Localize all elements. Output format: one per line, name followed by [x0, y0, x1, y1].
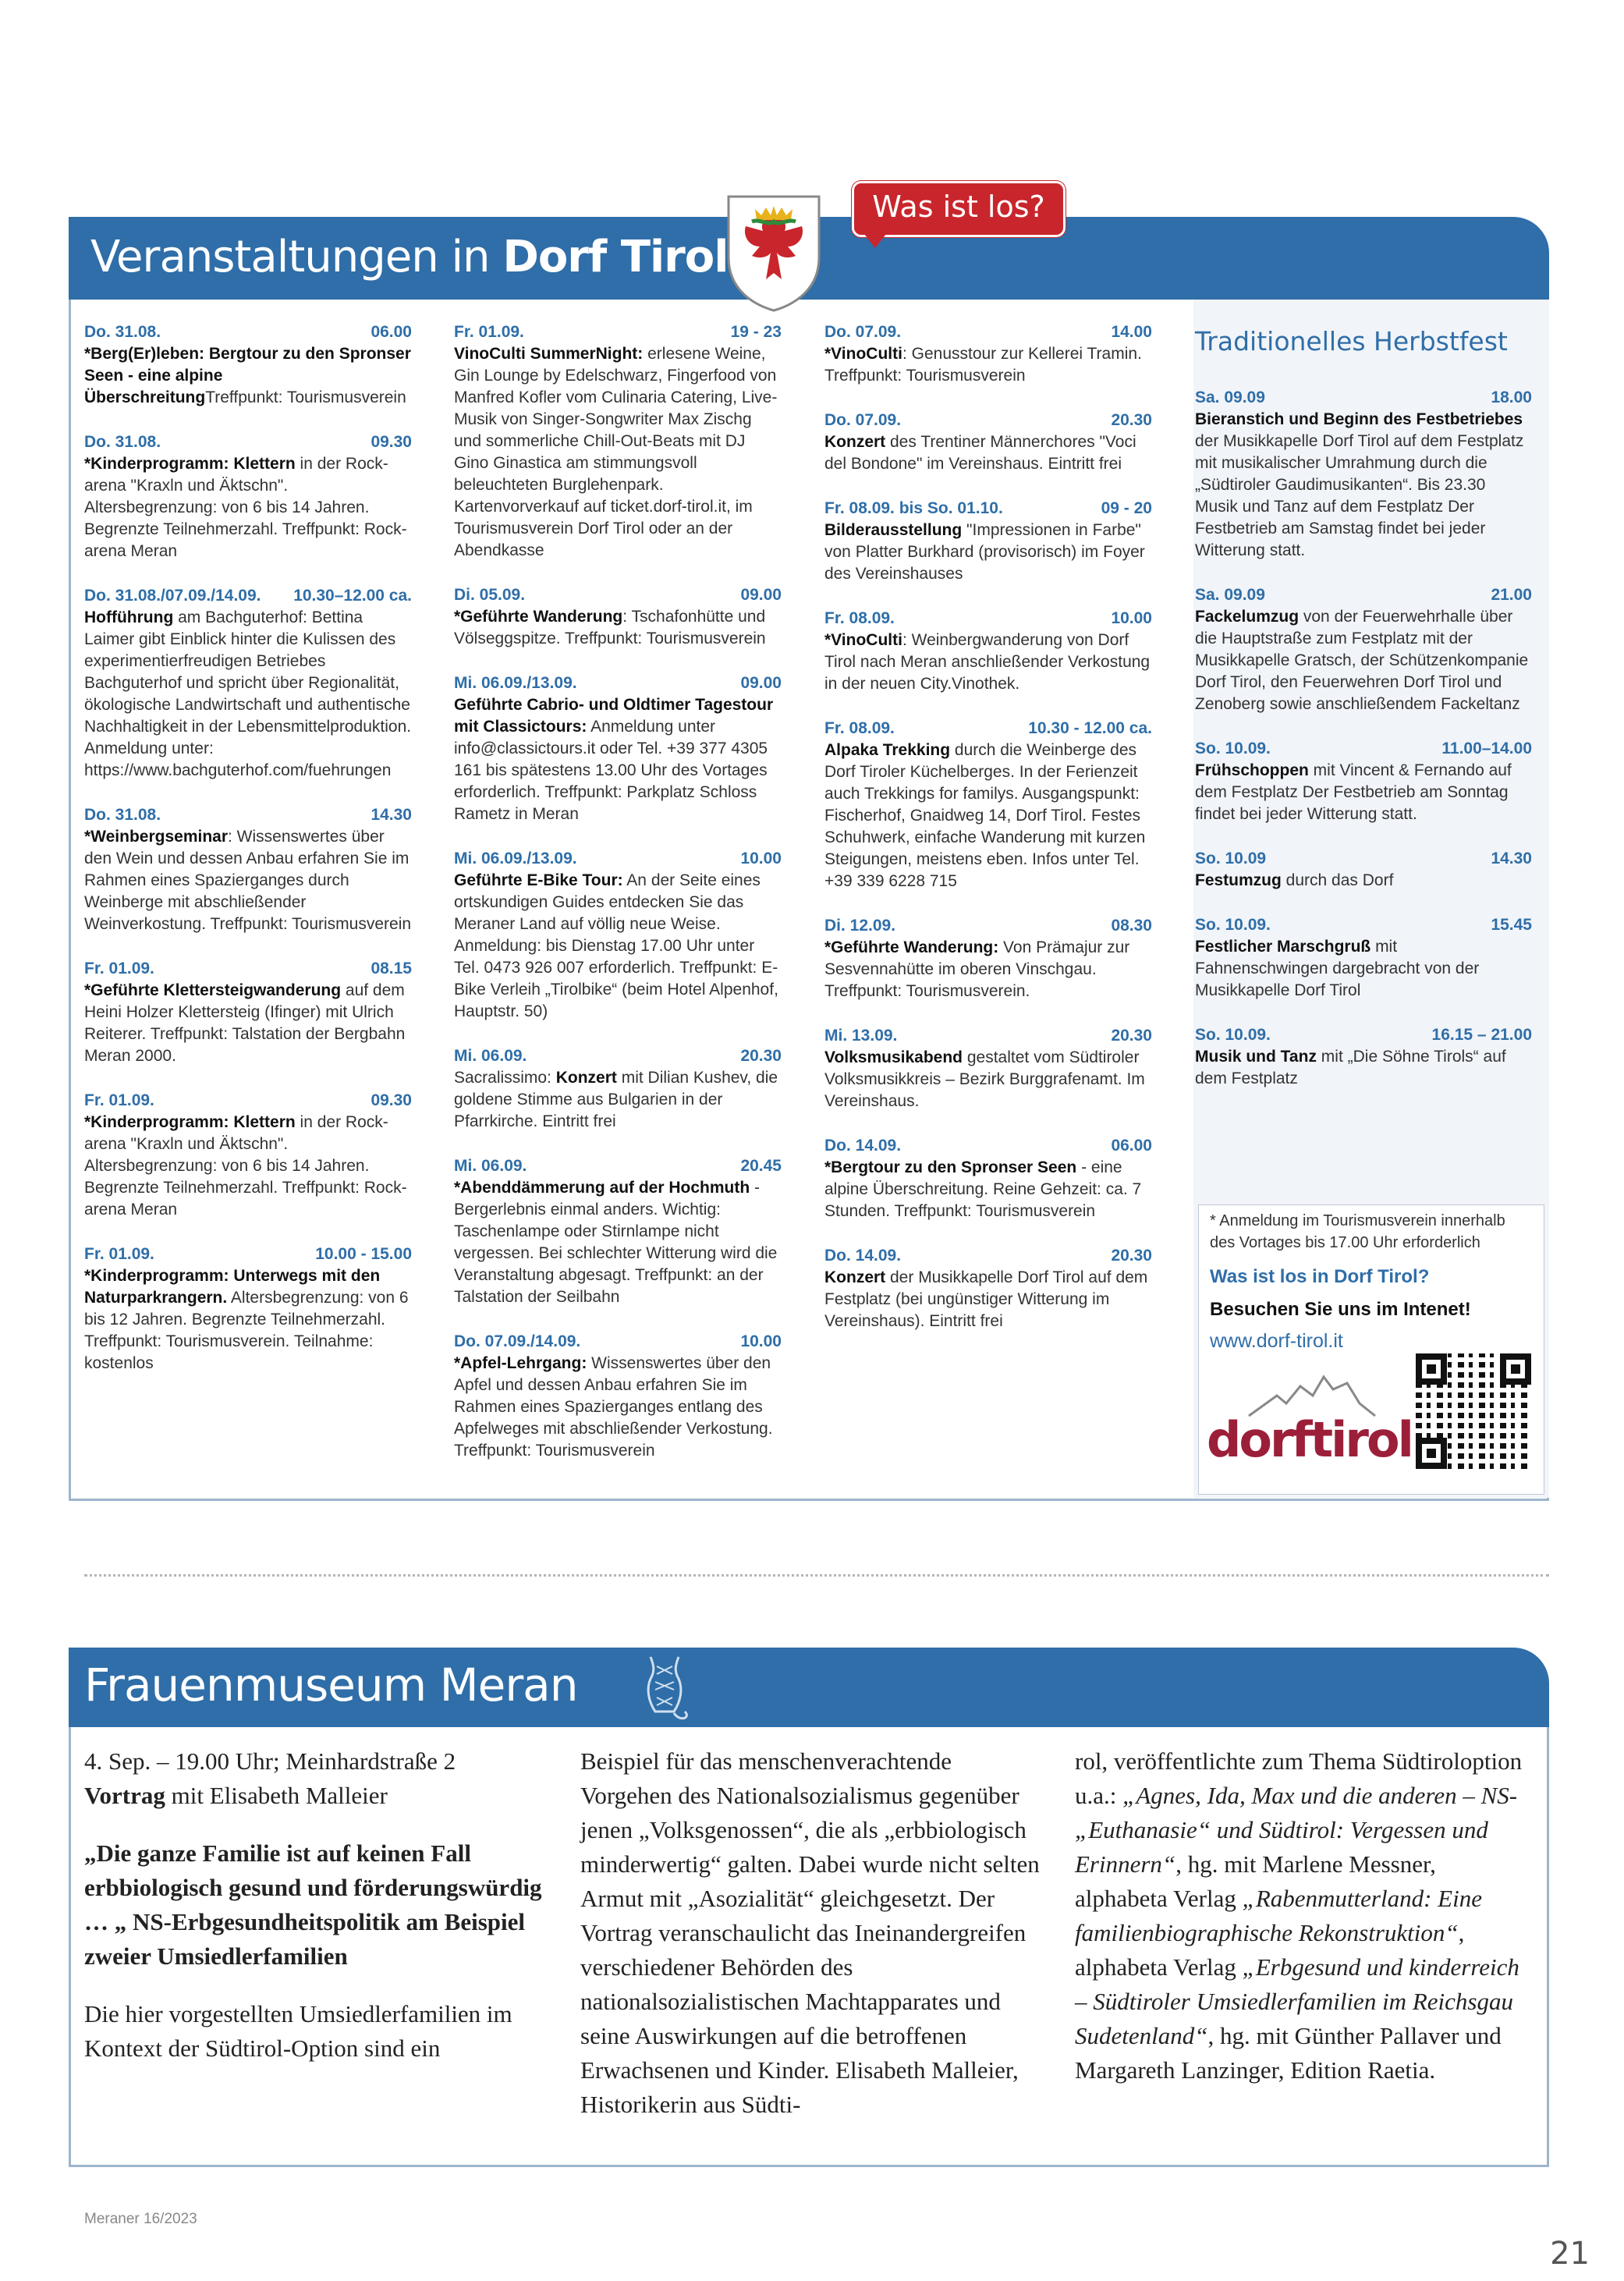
event-date-line — [84, 321, 412, 343]
event-description — [1195, 760, 1532, 825]
event-date-line — [84, 804, 412, 826]
event-date: Mi. 13.09. — [824, 1027, 898, 1045]
event-time: 10.00 — [1111, 609, 1152, 627]
event-date: So. 10.09 — [1195, 850, 1267, 867]
event-title: *Weinbergseminar — [84, 828, 229, 846]
event-item — [1195, 584, 1532, 715]
event-date-line — [1195, 914, 1532, 936]
publication-title: „Erbgesund und kinderreich – Südtiroler Umsiedlerfamilien im Reichsgau Sudetenland“ — [1075, 1953, 1519, 2049]
page-number: 21 — [1550, 2236, 1590, 2272]
event-details: - eine alpine Überschreitung. Reine Gehzeit: ca. 7 Stunden. Treffpunkt: Tourismusverein — [824, 1158, 1142, 1220]
qr-finder-bl — [1416, 1438, 1447, 1469]
event-date: Fr. 08.09. — [824, 609, 895, 627]
event-title: Frühschoppen — [1195, 761, 1309, 779]
event-title: *VinoCulti — [824, 345, 902, 363]
section-title-frauenmuseum: Frauenmuseum Meran — [84, 1658, 578, 1712]
event-details: mit „Die Söhne Tirols“ auf dem Festplatz — [1195, 1048, 1506, 1087]
event-details: am Bachguterhof: Bettina Laimer gibt Einblick hinter die Kulissen des experimentierfreudigen Betriebes Bachguterhof und spricht über Regionalität, ökologische Landwirtschaft und authentische Nachhaltigkeit in der Lebensmittelproduktion. Anmeldung unter: https://www.bachguterhof.com/fuehrungen — [84, 608, 412, 779]
event-title: Konzert — [824, 1268, 886, 1286]
event-date: Fr. 08.09. bis So. 01.10. — [824, 499, 1003, 517]
event-title: Geführte Cabrio- und Oldtimer Tagestour mit Classictours: — [454, 696, 774, 736]
event-date: So. 10.09. — [1195, 740, 1271, 757]
event-description — [824, 630, 1152, 695]
coat-of-arms-icon — [724, 192, 824, 312]
event-title: Fackelumzug — [1195, 608, 1300, 626]
registration-note: * Anmeldung im Tourismusverein innerhalb des Vortages bis 17.00 Uhr erforderlich — [1210, 1212, 1505, 1251]
lecture-publications — [1075, 1744, 1534, 2088]
event-date-line — [824, 1245, 1152, 1267]
promo-visit: Besuchen Sie uns im Intenet! — [1210, 1299, 1471, 1320]
lecture-headline: „Die ganze Familie ist auf keinen Fall erbbiologisch gesund und förderungswürdig … „ NS-Erbgesundheitspolitik am Beispiel zweier Umsiedlerfamilien — [84, 1839, 542, 1970]
event-description — [1195, 870, 1532, 892]
event-time: 21.00 — [1491, 586, 1532, 604]
event-details: durch das Dorf — [1281, 871, 1394, 889]
promo-url-link[interactable]: www.dorf-tirol.it — [1210, 1330, 1343, 1352]
page-title: Veranstaltungen in Dorf Tirol — [90, 232, 729, 282]
frauen-column-2 — [580, 1744, 1042, 2122]
event-date: Fr. 08.09. — [824, 719, 895, 737]
event-item — [824, 321, 1152, 387]
event-date-line — [454, 1331, 782, 1353]
event-title: Festumzug — [1195, 871, 1282, 889]
event-date: Do. 31.08./07.09./14.09. — [84, 587, 261, 605]
event-date-line — [454, 321, 782, 343]
event-item — [1195, 738, 1532, 825]
event-time: 09.30 — [371, 433, 412, 451]
event-date: Di. 05.09. — [454, 586, 526, 604]
event-description — [84, 1265, 412, 1375]
event-date-line — [824, 718, 1152, 740]
event-title: *Geführte Klettersteigwanderung — [84, 981, 342, 999]
publication-title: „Agnes, Ida, Max und die anderen – NS-„Euthanasie“ und Südtirol: Vergessen und Erinnern“ — [1075, 1782, 1518, 1878]
event-item — [84, 804, 412, 935]
event-description — [84, 980, 412, 1067]
event-title: Festlicher Marschgruß — [1195, 938, 1371, 956]
event-time: 10.00 — [740, 1332, 782, 1350]
event-time: 09.00 — [740, 586, 782, 604]
event-date: Mi. 06.09. — [454, 1047, 527, 1065]
event-title: *Abenddämmerung auf der Hochmuth — [454, 1179, 750, 1197]
event-date-line — [824, 1135, 1152, 1157]
event-item — [824, 498, 1152, 585]
event-item — [824, 1135, 1152, 1222]
dorftirol-logo: dorftirol — [1207, 1411, 1412, 1468]
event-time: 11.00–14.00 — [1441, 740, 1532, 757]
event-details: durch die Weinberge des Dorf Tiroler Küchelberges. In der Ferienzeit auch Trekkings for familys. Ausgangspunkt: Fischerhof, Gnaidweg 14, Dorf Tirol. Festes Schuhwerk, einfache Wanderung mit kurzen Steigungen, meistens eben. Infos unter Tel. +39 339 6228 715 — [824, 741, 1146, 890]
vortrag-line: Vortrag mit Elisabeth Malleier — [84, 1782, 388, 1809]
event-time: 14.00 — [1111, 323, 1152, 341]
event-description — [84, 826, 412, 935]
event-details: Wissenswertes über den Apfel und dessen Anbau erfahren Sie im Rahmen eines Spazierganges entlang des Apfelweges mit abschließender Verkostung. Treffpunkt: Tourismusverein — [454, 1354, 773, 1460]
event-date: Do. 31.08. — [84, 433, 161, 451]
events-column-1 — [84, 321, 412, 1397]
event-title: *Geführte Wanderung — [454, 608, 623, 626]
event-date-line — [1195, 738, 1532, 760]
event-item — [454, 672, 782, 825]
event-time: 08.30 — [1111, 917, 1152, 935]
event-item — [454, 584, 782, 650]
event-date-line — [84, 585, 412, 607]
event-description — [824, 937, 1152, 1002]
event-item — [454, 321, 782, 562]
event-item — [454, 1045, 782, 1133]
event-details: auf dem Heini Holzer Klettersteig (Ifinger) mit Ulrich Reiterer. Treffpunkt: Talstation der Bergbahn Meran 2000. — [84, 981, 406, 1065]
event-item — [824, 915, 1152, 1002]
frauen-column-1 — [84, 1744, 544, 2066]
event-date-line — [84, 958, 412, 980]
event-description — [84, 1112, 412, 1221]
event-time: 15.45 — [1491, 916, 1532, 934]
event-description — [454, 1177, 782, 1308]
event-details: : Weinbergwanderung von Dorf Tirol nach Meran anschließender Verkostung in der neuen City.Vinothek. — [824, 631, 1151, 693]
promo-question: Was ist los in Dorf Tirol? — [1210, 1266, 1430, 1287]
event-title: Alpaka Trekking — [824, 741, 951, 759]
event-title: Hofführung — [84, 608, 174, 626]
event-title: Bilderausstellung — [824, 521, 963, 539]
event-date: Do. 14.09. — [824, 1247, 902, 1265]
event-title: Musik und Tanz — [1195, 1048, 1317, 1066]
event-details: Altersbegrenzung: von 6 bis 12 Jahren. Begrenzte Teilnehmerzahl. Treffpunkt: Tourismusverein. Teilnahme: kostenlos — [84, 1289, 409, 1372]
event-item — [824, 1245, 1152, 1332]
event-item — [454, 1155, 782, 1308]
event-date: Fr. 01.09. — [84, 1245, 154, 1263]
event-time: 10.00 - 15.00 — [315, 1245, 412, 1263]
event-time: 06.00 — [1111, 1137, 1152, 1155]
event-details: von der Feuerwehrhalle über die Hauptstraße zum Festplatz mit der Musikkapelle Gratsch, der Schützenkompanie Dorf Tirol, den Feuerwehren Dorf Tirol und Zenoberg sowie anschließendem Fackeltanz — [1195, 608, 1529, 713]
event-details: in der Rock-arena "Kraxln und Äktschn". Altersbegrenzung: von 6 bis 14 Jahren. Begrenzte Teilnehmerzahl. Treffpunkt: Rock-arena Meran — [84, 455, 407, 560]
event-item — [824, 608, 1152, 695]
event-details: Treffpunkt: Tourismusverein — [205, 388, 406, 406]
event-date: Mi. 06.09./13.09. — [454, 850, 577, 867]
event-date-line — [84, 431, 412, 453]
event-date-line — [454, 1155, 782, 1177]
event-time: 20.30 — [740, 1047, 782, 1065]
event-details: Sacralissimo: — [454, 1069, 556, 1087]
event-description — [824, 343, 1152, 387]
event-description — [1195, 936, 1532, 1002]
qr-finder-tr — [1500, 1353, 1531, 1385]
event-date: Fr. 01.09. — [454, 323, 524, 341]
event-title: *Kinderprogramm: Unterwegs mit den Naturparkrangern. — [84, 1267, 381, 1307]
event-item — [1195, 848, 1532, 892]
event-date: Sa. 09.09 — [1195, 388, 1265, 406]
event-description — [454, 343, 782, 562]
event-details: : Genusstour zur Kellerei Tramin. Treffpunkt: Tourismusverein — [824, 345, 1142, 385]
event-date-line — [824, 498, 1152, 520]
event-date: So. 10.09. — [1195, 1026, 1271, 1044]
event-description — [1195, 409, 1532, 562]
event-title: *VinoCulti — [824, 631, 902, 649]
event-item — [1195, 914, 1532, 1002]
event-date: Do. 07.09./14.09. — [454, 1332, 581, 1350]
event-description — [824, 740, 1152, 892]
event-time: 20.30 — [1111, 1247, 1152, 1265]
event-item — [1195, 1024, 1532, 1090]
event-details: mit Vincent & Fernando auf dem Festplatz Der Festbetrieb am Sonntag findet bei jeder Witterung statt. — [1195, 761, 1512, 823]
publication-text: , alphabeta Verlag — [1075, 1919, 1465, 1981]
event-title: *Kinderprogramm: Klettern — [84, 455, 296, 473]
event-title: *Berg(Er)leben: Bergtour zu den Spronser Seen - eine alpine Überschreitung — [84, 345, 411, 406]
event-time: 18.00 — [1491, 388, 1532, 406]
event-details: in der Rock-arena "Kraxln und Äktschn". Altersbegrenzung: von 6 bis 14 Jahren. Begrenzte Teilnehmerzahl. Treffpunkt: Rock-arena Meran — [84, 1113, 407, 1219]
event-details: Anmeldung unter info@classictours.it oder Tel. +39 377 4305 161 bis spätestens 13.00 Uhr des Vortages erforderlich. Treffpunkt: Parkplatz Schloss Rametz in Meran — [454, 718, 768, 823]
event-description — [454, 606, 782, 650]
event-item — [84, 431, 412, 562]
event-description — [454, 1067, 782, 1133]
event-item — [824, 410, 1152, 475]
event-date-line — [824, 321, 1152, 343]
event-details: der Musikkapelle Dorf Tirol auf dem Festplatz (bei ungünstiger Witterung im Vereinshaus). Eintritt frei — [824, 1268, 1148, 1330]
events-column-3 — [824, 321, 1152, 1355]
event-details: : Wissenswertes über den Wein und dessen Anbau erfahren Sie im Rahmen eines Spazierganges durch Weinberge mit abschließender Weinverkostung. Treffpunkt: Tourismusverein — [84, 828, 412, 933]
event-time: 09.30 — [371, 1091, 412, 1109]
event-title: Konzert — [824, 433, 886, 451]
footer-issue: Meraner 16/2023 — [84, 2211, 197, 2227]
event-time: 20.45 — [740, 1157, 782, 1175]
header-banner-frauenmuseum — [69, 1648, 1549, 1727]
publication-text: , hg. mit Günther Pallaver und Margareth Lanzinger, Edition Raetia. — [1075, 2022, 1502, 2084]
event-date: So. 10.09. — [1195, 916, 1271, 934]
event-description — [1195, 1046, 1532, 1090]
event-description — [1195, 606, 1532, 715]
event-details: erlesene Weine, Gin Lounge by Edelschwarz, Fingerfood von Manfred Kofler vom Culinaria Catering, Live-Musik von Singer-Songwriter Max Zischg und sommerliche Chill-Out-Beats mit DJ Gino Ginastica am stimmungsvoll beleuchteten Burglehenpark. Kartenvorverkauf auf ticket.dorf-tirol.it, im Tourismusverein Dorf Tirol oder an der Abendkasse — [454, 345, 778, 559]
event-title: VinoCulti SummerNight: — [454, 345, 644, 363]
herbstfest-title: Traditionelles Herbstfest — [1195, 326, 1508, 357]
event-item — [454, 848, 782, 1023]
event-description — [824, 431, 1152, 475]
event-time: 10.30 - 12.00 ca. — [1028, 719, 1152, 737]
event-description — [84, 453, 412, 562]
event-date-line — [824, 608, 1152, 630]
event-date-line — [454, 848, 782, 870]
event-title: *Apfel-Lehrgang: — [454, 1354, 587, 1372]
event-time: 14.30 — [1491, 850, 1532, 867]
event-details: der Musikkapelle Dorf Tirol auf dem Festplatz mit musikalischer Umrahmung durch die „Südtiroler Gaudimusikanten“. Bis 23.30 Musik und Tanz auf dem Festplatz Der Festbetrieb am Samstag findet bei jeder Witterung statt. — [1195, 432, 1524, 559]
event-time: 10.30–12.00 ca. — [293, 587, 412, 605]
event-date-line — [824, 1025, 1152, 1047]
event-date: Do. 31.08. — [84, 323, 161, 341]
event-item — [84, 1243, 412, 1375]
event-description — [454, 870, 782, 1023]
event-item — [84, 585, 412, 782]
event-date: Di. 12.09. — [824, 917, 896, 935]
event-time: 06.00 — [371, 323, 412, 341]
publication-text: rol, veröffentlichte zum Thema Südtiroloption u.a.: — [1075, 1747, 1523, 1809]
event-date: Do. 31.08. — [84, 806, 161, 824]
event-details: : Tschafonhütte und Völseggspitze. Treffpunkt: Tourismusverein — [454, 608, 766, 647]
events-column-4 — [1195, 387, 1532, 1112]
event-time: 16.15 – 21.00 — [1431, 1026, 1532, 1044]
corset-icon — [633, 1651, 696, 1727]
event-date-line — [824, 410, 1152, 431]
lecture-body-1: Die hier vorgestellten Umsiedlerfamilien im Kontext der Südtirol-Option sind ein — [84, 2000, 512, 2062]
event-description — [84, 343, 412, 409]
was-ist-los-badge: Was ist los? — [852, 181, 1066, 237]
event-time: 20.30 — [1111, 411, 1152, 429]
event-title: Volksmusikabend — [824, 1048, 963, 1066]
frauen-column-3 — [1075, 1744, 1534, 2088]
events-column-2 — [454, 321, 782, 1485]
event-date: Mi. 06.09. — [454, 1157, 527, 1175]
badge-tail — [864, 234, 886, 248]
event-description — [454, 1353, 782, 1462]
event-details: mit Fahnenschwingen dargebracht von der Musikkapelle Dorf Tirol — [1195, 938, 1480, 999]
event-details: Von Prämajur zur Sesvennahütte im oberen Vinschgau. Treffpunkt: Tourismusverein. — [824, 938, 1130, 1000]
event-date-line — [824, 915, 1152, 937]
event-date-line — [454, 1045, 782, 1067]
event-description — [84, 607, 412, 782]
event-title: Geführte E-Bike Tour: — [454, 871, 623, 889]
lecture-body-2: Beispiel für das menschenverachtende Vorgehen des Nationalsozialismus gegenüber jenen „Volksgenossen“, die als „erbbiologisch minderwertig“ galten. Dabei wurde nicht selten Armut mit „Asozialität“ gleichgesetzt. Der Vortrag veranschaulicht das Ineinandergreifen verschiedener Behörden des nationalsozialistischen Machtapparates und seine Auswirkungen auf die betroffenen Erwachsenen und Kinder. Elisabeth Malleier, Historikerin aus Südti- — [580, 1747, 1040, 2118]
event-details: mit Dilian Kushev, die goldene Stimme aus Bulgarien in der Pfarrkirche. Eintritt frei — [454, 1069, 778, 1130]
event-details: gestaltet vom Südtiroler Volksmusikkreis – Bezirk Burggrafenamt. Im Vereinshaus. — [824, 1048, 1145, 1110]
section-divider — [84, 1574, 1549, 1577]
event-details: "Impressionen in Farbe" von Platter Burkhard (provisorisch) im Foyer des Vereinshauses — [824, 521, 1145, 583]
event-title: Konzert — [555, 1069, 617, 1087]
event-date: Sa. 09.09 — [1195, 586, 1265, 604]
publication-text: , hg. mit Marlene Messner, alphabeta Verlag — [1075, 1850, 1436, 1912]
event-details: An der Seite eines ortskundigen Guides entdecken Sie das Meraner Land auf völlig neue Weise. Anmeldung: bis Dienstag 17.00 Uhr unter Tel. 0473 926 007 erforderlich. Treffpunkt: E-Bike Verleih „Tirolbike“ (beim Hotel Alpenhof, Hauptstr. 50) — [454, 871, 778, 1020]
event-date: Do. 07.09. — [824, 411, 902, 429]
event-description — [824, 1267, 1152, 1332]
event-details: - Bergerlebnis einmal anders. Wichtig: Taschenlampe oder Stirnlampe nicht vergessen. Bei schlechter Witterung wird die Veranstaltung abgesagt. Treffpunkt: an der Talstation der Seilbahn — [454, 1179, 778, 1306]
event-details: des Trentiner Männerchores "Voci del Bondone" im Vereinshaus. Eintritt frei — [824, 433, 1136, 473]
event-time: 19 - 23 — [730, 323, 782, 341]
event-description — [824, 520, 1152, 585]
event-date-line: 4. Sep. – 19.00 Uhr; Meinhardstraße 2 — [84, 1747, 456, 1775]
event-title: *Geführte Wanderung: — [824, 938, 999, 956]
event-date-line — [1195, 584, 1532, 606]
event-date: Mi. 06.09./13.09. — [454, 674, 577, 692]
event-time: 14.30 — [371, 806, 412, 824]
event-item — [1195, 387, 1532, 562]
event-date: Fr. 01.09. — [84, 960, 154, 977]
event-item — [824, 1025, 1152, 1112]
event-date-line — [1195, 387, 1532, 409]
event-date-line — [1195, 1024, 1532, 1046]
event-title: Bieranstich und Beginn des Festbetriebes — [1195, 410, 1523, 428]
event-time: 10.00 — [740, 850, 782, 867]
qr-finder-tl — [1416, 1353, 1447, 1385]
event-date-line — [454, 584, 782, 606]
event-time: 08.15 — [371, 960, 412, 977]
event-time: 09 - 20 — [1101, 499, 1152, 517]
event-item — [84, 321, 412, 409]
event-date-line — [84, 1090, 412, 1112]
event-item — [84, 1090, 412, 1221]
event-date-line — [1195, 848, 1532, 870]
event-item — [84, 958, 412, 1067]
event-title: *Kinderprogramm: Klettern — [84, 1113, 296, 1131]
event-date-line — [84, 1243, 412, 1265]
info-box — [1198, 1204, 1544, 1495]
event-date: Fr. 01.09. — [84, 1091, 154, 1109]
event-description — [454, 694, 782, 825]
event-title: *Bergtour zu den Spronser Seen — [824, 1158, 1077, 1176]
event-date: Do. 07.09. — [824, 323, 902, 341]
publication-title: „Rabenmutterland: Eine familienbiographische Rekonstruktion“ — [1075, 1885, 1482, 1946]
event-item — [454, 1331, 782, 1462]
event-description — [824, 1157, 1152, 1222]
event-time: 20.30 — [1111, 1027, 1152, 1045]
event-item — [824, 718, 1152, 892]
event-date: Do. 14.09. — [824, 1137, 902, 1155]
event-time: 09.00 — [740, 674, 782, 692]
event-description — [824, 1047, 1152, 1112]
event-date-line — [454, 672, 782, 694]
